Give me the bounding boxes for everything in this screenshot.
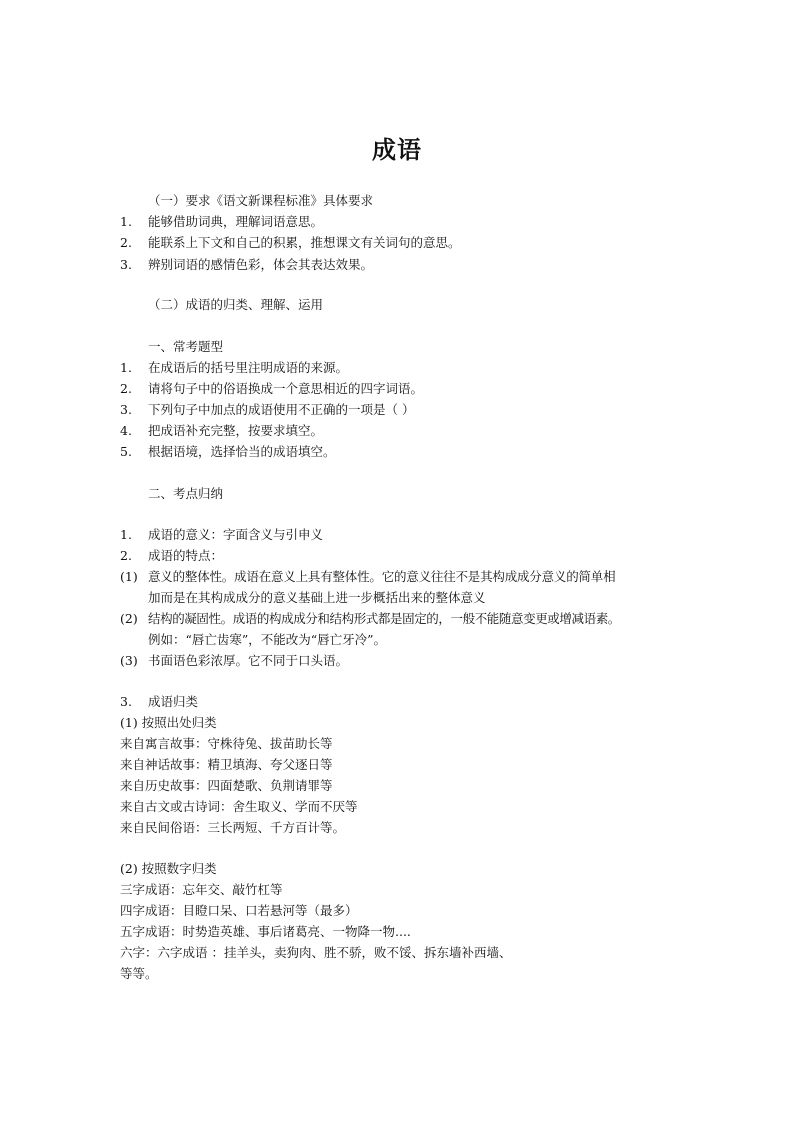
item-text: 能联系上下文和自己的积累，推想课文有关词句的意思。	[148, 235, 461, 250]
list-item	[0, 547, 794, 565]
list-item	[0, 359, 794, 377]
item-number: 2.	[120, 548, 132, 563]
list-item	[0, 380, 794, 398]
feature-item	[0, 610, 794, 628]
subsection-title-by-origin: (1) 按照出处归类	[120, 715, 217, 730]
item-text: 成语的意义：字面含义与引申义	[148, 527, 324, 542]
category-line: 来自历史故事：四面楚歌、负荆请罪等	[120, 778, 333, 793]
section-heading-question-types: 一、常考题型	[148, 339, 224, 354]
feature-number: (1)	[120, 569, 138, 584]
section-heading-classification: （二）成语的归类、理解、运用	[148, 297, 324, 312]
category-line: 六字：六字成语 ：挂羊头，卖狗肉、胜不骄，败不馁、拆东墙补西墙、	[120, 945, 512, 960]
item-text: 请将句子中的俗语换成一个意思相近的四字词语。	[148, 381, 424, 396]
category-line: 五字成语：时势造英雄、事后诸葛亮、一物降一物....	[120, 924, 411, 939]
category-line: 来自民间俗语：三长两短、千方百计等。	[120, 820, 346, 835]
feature-number: (3)	[120, 653, 138, 668]
section-heading-idiom-categories	[0, 693, 794, 711]
feature-text-continued: 加而是在其构成成分的意义基础上进一步概括出来的整体意义	[148, 590, 486, 605]
list-item	[0, 256, 794, 274]
item-text: 根据语境，选择恰当的成语填空。	[148, 444, 336, 459]
item-number: 1.	[120, 527, 132, 542]
item-number: 1.	[120, 214, 132, 229]
list-item	[0, 422, 794, 440]
category-line: 来自寓言故事：守株待兔、拔苗助长等	[120, 736, 333, 751]
item-text: 在成语后的括号里注明成语的来源。	[148, 360, 349, 375]
item-number: 2.	[120, 381, 132, 396]
item-text: 成语归类	[148, 694, 199, 709]
feature-item	[0, 652, 794, 670]
feature-number: (2)	[120, 611, 138, 626]
feature-text: 意义的整体性。成语在意义上具有整体性。它的意义往往不是其构成成分意义的简单相	[148, 569, 616, 584]
category-line: 来自古文或古诗词：舍生取义、学而不厌等	[120, 799, 358, 814]
feature-text: 结构的凝固性。成语的构成成分和结构形式都是固定的，一般不能随意变更或增减语素。	[148, 611, 620, 626]
list-item	[0, 234, 794, 252]
section-heading-requirements: （一）要求《语文新课程标准》具体要求	[148, 193, 374, 208]
item-number: 2.	[120, 235, 132, 250]
item-number: 3.	[120, 694, 132, 709]
item-number: 3.	[120, 402, 132, 417]
page-title: 成语	[372, 135, 422, 164]
category-line: 等等。	[120, 966, 158, 981]
subsection-title-by-number: (2) 按照数字归类	[120, 861, 217, 876]
category-line: 来自神话故事：精卫填海、夸父逐日等	[120, 757, 333, 772]
list-item	[0, 401, 794, 419]
list-item	[0, 526, 794, 544]
category-line: 三字成语：忘年交、敲竹杠等	[120, 882, 283, 897]
feature-text: 书面语色彩浓厚。它不同于口头语。	[148, 653, 349, 668]
list-item	[0, 213, 794, 231]
item-number: 1.	[120, 360, 132, 375]
item-text: 把成语补充完整，按要求填空。	[148, 423, 324, 438]
list-item	[0, 443, 794, 461]
feature-text-continued: 例如：“唇亡齿寒”，不能改为“唇亡牙冷”。	[148, 632, 387, 647]
item-text: 下列句子中加点的成语使用不正确的一项是（ ）	[148, 402, 415, 417]
feature-item	[0, 568, 794, 586]
section-heading-key-points: 二、考点归纳	[148, 486, 224, 501]
item-number: 5.	[120, 444, 132, 459]
item-number: 3.	[120, 257, 132, 272]
item-text: 成语的特点：	[148, 548, 224, 563]
category-line: 四字成语：目瞪口呆、口若悬河等（最多）	[120, 903, 358, 918]
item-text: 辨别词语的感情色彩，体会其表达效果。	[148, 257, 374, 272]
item-number: 4.	[120, 423, 132, 438]
item-text: 能够借助词典，理解词语意思。	[148, 214, 324, 229]
